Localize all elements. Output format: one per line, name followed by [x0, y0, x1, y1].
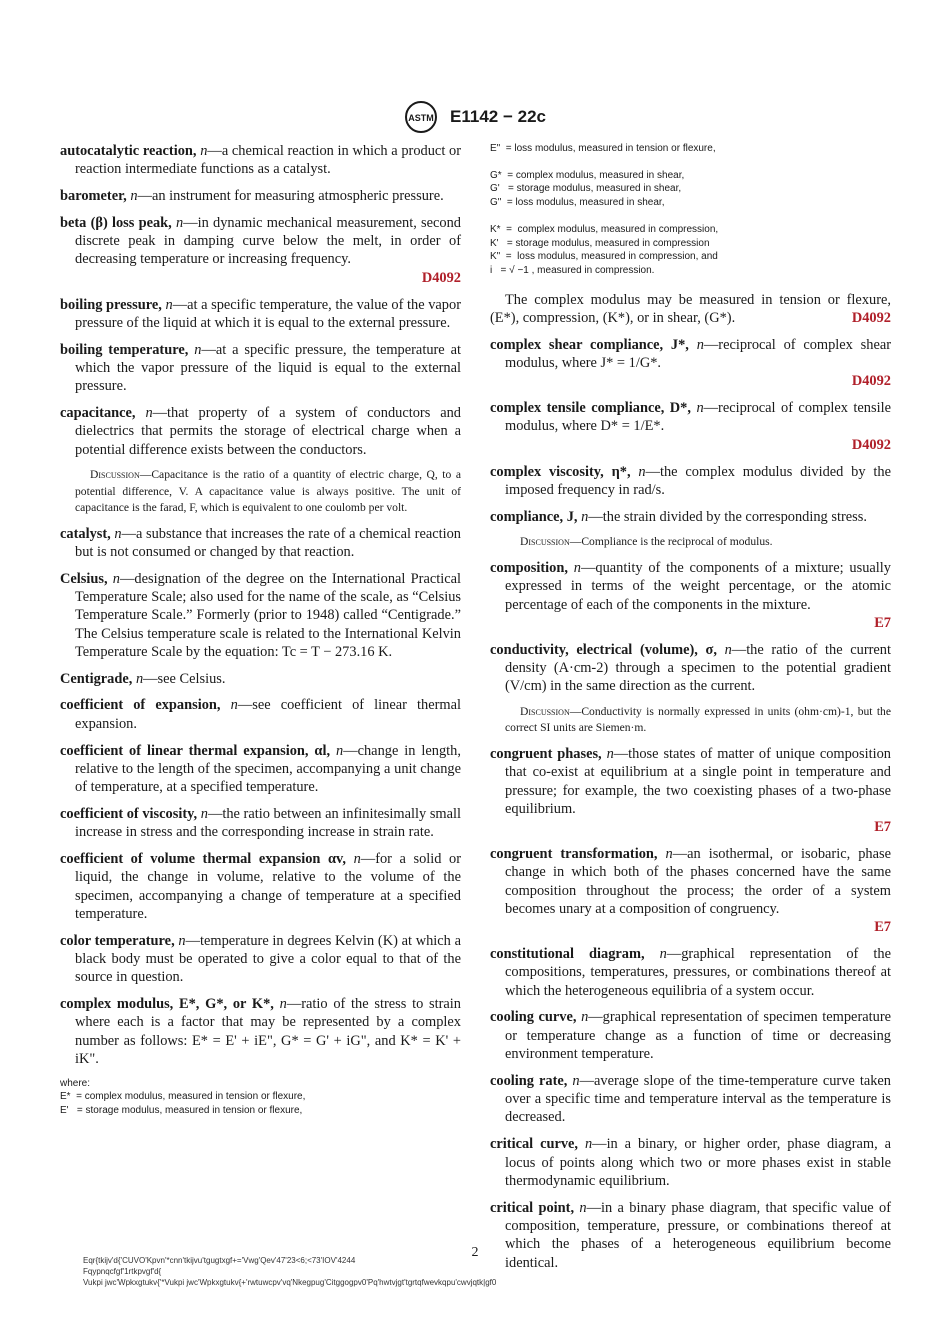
glossary-entry: [490, 845, 891, 936]
page-header: [0, 100, 950, 134]
entry-term: constitutional diagram,: [490, 946, 645, 963]
variable-definition: G" = loss modulus, measured in shear,: [490, 197, 665, 209]
entry-term: boiling pressure,: [60, 296, 162, 313]
glossary-entry: [490, 1135, 891, 1190]
entry-term: catalyst,: [60, 525, 111, 542]
entry-part-of-speech: n: [194, 341, 202, 358]
entry-part-of-speech: n: [696, 336, 704, 353]
entry-term: Celsius,: [60, 570, 108, 587]
entry-definition: —an instrument for measuring atmospheric pressure.: [137, 188, 444, 205]
entry-term: coefficient of linear thermal expansion, αl,: [60, 742, 331, 759]
entry-part-of-speech: n: [200, 143, 208, 159]
entry-definition: —change in length, relative to the length of the specimen, accompanying a unit change of temperature, at a specified temperature.: [75, 742, 461, 796]
glossary-entry: [60, 742, 461, 797]
entry-part-of-speech: n: [135, 670, 144, 687]
entry-term: complex tensile compliance, D*,: [490, 400, 691, 417]
glossary-entry: [490, 399, 891, 454]
entry-definition: —in dynamic mechanical measurement, second discrete peak in damping curve below the melt, in order of decreasing temperature or increasing frequency.: [75, 214, 461, 268]
discussion-note: Discussion—Compliance is the reciprocal of modulus.: [520, 535, 773, 549]
entry-term: coefficient of viscosity,: [60, 805, 198, 822]
entry-part-of-speech: n: [696, 400, 704, 417]
entry-part-of-speech: n: [573, 560, 581, 577]
glossary-entry: [60, 805, 461, 842]
entry-reference: [505, 614, 891, 632]
reference-code: E7: [874, 919, 891, 936]
entry-definition: —the ratio between an infinitesimally small increase in stress and the corresponding increase in strain rate.: [75, 805, 461, 841]
entry-definition: —at a specific temperature, the value of the vapor pressure of the liquid at which it is equal to the external pressure.: [75, 296, 461, 331]
entry-part-of-speech: n: [606, 746, 614, 763]
entry-part-of-speech: n: [114, 525, 122, 542]
entry-term: critical point,: [490, 1199, 575, 1216]
variable-definition: G* = complex modulus, measured in shear,: [490, 169, 685, 181]
where-label: where:: [60, 1077, 91, 1089]
entry-definition: —graphical representation of specimen temperature or temperature change as a function of time or decreasing environment temperature.: [505, 1009, 891, 1063]
entry-part-of-speech: n: [579, 1199, 587, 1216]
entry-part-of-speech: n: [230, 697, 238, 714]
reference-code: D4092: [421, 269, 461, 286]
entry-part-of-speech: n: [112, 570, 120, 587]
entry-definition: —reciprocal of complex tensile modulus, where D* = 1/E*.: [505, 400, 891, 435]
glossary-entry: [60, 404, 461, 459]
glossary-entry: [490, 1008, 891, 1063]
glossary-entry: [490, 336, 891, 391]
entry-term: compliance, J,: [490, 508, 578, 525]
entry-reference: [75, 269, 461, 287]
entry-term: cooling rate,: [490, 1072, 568, 1089]
glossary-entry: [490, 463, 891, 500]
entry-term: boiling temperature,: [60, 341, 189, 358]
discussion-note: Discussion—Conductivity is normally expressed in units (ohm·cm)-1, but the correct SI units are Siemen·m.: [505, 705, 891, 735]
entry-definition: —those states of matter of unique composition that co-exist at equilibrium at a single point in temperature and pressure; for example, the two coexisting phases of a two-phase equilibrium.: [505, 746, 891, 817]
variable-definition: E* = complex modulus, measured in tension or flexure,: [60, 1091, 306, 1103]
entry-part-of-speech: n: [724, 641, 732, 658]
glossary-entry: [490, 745, 891, 836]
glossary-entry: [490, 508, 891, 526]
entry-definition: —temperature in degrees Kelvin (K) at which a black body must be operated to give a color equal to that of the source in question.: [75, 932, 461, 986]
glossary-entry: [60, 570, 461, 661]
entry-definition: —the complex modulus divided by the imposed frequency in rad/s.: [505, 463, 891, 498]
entry-reference: [505, 372, 891, 390]
glossary-entry: [60, 995, 461, 1068]
entry-part-of-speech: n: [353, 851, 361, 868]
right-column: [490, 142, 891, 1280]
entry-term: Centigrade,: [60, 670, 133, 687]
discussion-label: Discussion: [90, 468, 140, 482]
glossary-entry: [490, 559, 891, 632]
entry-term: coefficient of volume thermal expansion αv,: [60, 851, 347, 868]
entry-part-of-speech: n: [176, 214, 184, 231]
entry-definition: —average slope of the time-temperature curve taken over a specific time and temperature interval as the temperature is decreased.: [505, 1072, 891, 1126]
entry-term: complex modulus, E*, G*, or K*,: [60, 996, 274, 1013]
entry-part-of-speech: n: [638, 463, 646, 480]
discussion-text: Capacitance is the ratio of a quantity of electric charge, Q, to a potential difference, V. A capacitance value is always positive. The unit of capacitance is the farad, F, which is equivalent to one coulomb per volt.: [75, 468, 461, 514]
footer-line: Fqypnqcfgf'1rtkpvgf'd{: [83, 1266, 162, 1276]
entry-term: color temperature,: [60, 932, 175, 949]
reference-code: E7: [874, 614, 891, 631]
license-footer: [83, 1256, 496, 1288]
entry-definition: —see coefficient of linear thermal expansion.: [75, 697, 461, 732]
discussion-text: Compliance is the reciprocal of modulus.: [581, 535, 773, 549]
paragraph-text: The complex modulus may be measured in tension or flexure, (E*), compression, (K*), or in shear, (G*).: [490, 291, 891, 326]
explanatory-paragraph: [490, 291, 891, 328]
entry-part-of-speech: n: [165, 296, 173, 313]
where-block: [60, 1077, 461, 1118]
entry-term: barometer,: [60, 188, 127, 205]
glossary-entry: [490, 641, 891, 696]
entry-part-of-speech: n: [581, 1009, 589, 1026]
reference-code: D4092: [851, 373, 891, 390]
entry-definition: —designation of the degree on the International Practical Temperature Scale; also used for the name of the scale, as “Celsius Temperature Scale.” Formerly (prior to 1948) called “Centigrade.” The Celsius temperature scale is related to the International Kelvin Temperature Scale by the equation: Tc = T − 273.16 K.: [75, 570, 461, 660]
discussion-label: Discussion: [520, 705, 570, 719]
entry-definition: —that property of a system of conductors and dielectrics that permits the storage of electrical charge when a potential difference exists between the conductors.: [75, 405, 461, 458]
entry-definition: —the strain divided by the corresponding stress.: [588, 508, 867, 525]
glossary-entry: [60, 341, 461, 396]
reference-code: D4092: [851, 436, 891, 453]
entry-term: cooling curve,: [490, 1009, 577, 1026]
entry-term: autocatalytic reaction,: [60, 143, 197, 159]
page-number: 2: [471, 1245, 479, 1260]
glossary-entry: [490, 1072, 891, 1127]
glossary-entry: [60, 296, 461, 333]
discussion-text: Conductivity is normally expressed in units (ohm·cm)-1, but the correct SI units are Siemen·m.: [505, 705, 891, 735]
glossary-entry: [490, 945, 891, 1000]
entry-definition: —in a binary phase diagram, that specific value of composition, temperature, pressure, or combinations thereof at which the phases of a heterogeneous equilibrium become identical.: [505, 1199, 891, 1271]
entry-reference: [505, 436, 891, 454]
entry-part-of-speech: n: [584, 1136, 593, 1153]
entry-reference: [505, 918, 891, 936]
glossary-entry: [60, 850, 461, 923]
entry-term: complex viscosity, η*,: [490, 463, 631, 480]
glossary-entry: [60, 187, 461, 205]
entry-term: congruent transformation,: [490, 846, 658, 863]
variable-definition: G' = storage modulus, measured in shear,: [490, 183, 682, 195]
entry-definition: —see Celsius.: [143, 670, 226, 687]
glossary-entry: [60, 670, 461, 688]
entry-part-of-speech: n: [336, 742, 344, 759]
astm-logo-icon: [404, 100, 438, 134]
variable-definition: E" = loss modulus, measured in tension or flexure,: [490, 143, 716, 154]
variable-group: [490, 223, 891, 278]
entry-definition: —an isothermal, or isobaric, phase change in which both of the phases concerned have the same composition throughout the process; the order of a system becomes unary at a composition of congruency.: [505, 846, 891, 917]
standard-code: E1142 − 22c: [450, 107, 546, 126]
entry-part-of-speech: n: [130, 188, 138, 205]
entry-definition: —reciprocal of complex shear modulus, where J* = 1/G*.: [505, 336, 892, 372]
entry-term: congruent phases,: [490, 746, 602, 763]
entry-definition: —at a specific pressure, the temperature at which the vapor pressure of the liquid is equal to the external pressure.: [75, 341, 461, 395]
entry-definition: —graphical representation of the compositions, temperatures, pressures, or combinations thereof at which the heterogeneous equilibria of a system occur.: [505, 946, 891, 999]
entry-term: capacitance,: [60, 405, 136, 422]
variable-definition: K" = loss modulus, measured in compression, and: [490, 251, 718, 263]
variable-group: [490, 142, 891, 156]
entry-part-of-speech: n: [665, 846, 673, 863]
footer-line: Eqr{tkijv'd{'CUVO'Kpvn'*cnn'tkijvu'tgugtxgf+='Vwg'Qev'47'23<6;<73'IOV'4244: [83, 1256, 356, 1265]
variable-group: [490, 169, 891, 210]
footer-line: Vukpi jwc'Wpkxgtukv{'*Vukpi jwc'Wpkxgtukv{+'rwtuwcpv'vq'Nkegpug'Citggogpv0'Pq'hwtvjgt'tgrtqfwevkqpu'cwvjqtk|gf0: [83, 1277, 497, 1287]
entry-term: composition,: [490, 560, 568, 577]
entry-part-of-speech: n: [200, 805, 208, 822]
left-column: [60, 142, 461, 1118]
entry-definition: —ratio of the stress to strain where each is a factor that may be represented by a complex number as follows: E* = E' + iE", G* = G' + iG", and K* = K' + iK".: [75, 996, 461, 1067]
reference-code: D4092: [851, 309, 891, 326]
discussion-note: Discussion—Capacitance is the ratio of a quantity of electric charge, Q, to a potential difference, V. A capacitance value is always positive. The unit of capacitance is the farad, F, which is equivalent to one coulomb per volt.: [75, 468, 461, 514]
discussion-label: Discussion: [520, 535, 570, 549]
glossary-entry: [60, 214, 461, 287]
entry-term: conductivity, electrical (volume), σ,: [490, 641, 717, 658]
entry-definition: —a substance that increases the rate of a chemical reaction but is not consumed or changed by that reaction.: [75, 525, 461, 560]
entry-part-of-speech: n: [178, 932, 186, 949]
glossary-entry: [60, 525, 461, 562]
entry-definition: —for a solid or liquid, the change in volume, relative to the volume of the specimen, accompanying a change of temperature at a specified temperature.: [75, 851, 461, 922]
entry-part-of-speech: n: [572, 1072, 580, 1089]
entry-term: critical curve,: [490, 1136, 579, 1153]
svg-text:ASTM: ASTM: [408, 113, 434, 123]
glossary-entry: [60, 932, 461, 987]
reference-code: E7: [874, 819, 891, 836]
entry-definition: —in a binary, or higher order, phase diagram, a locus of points along which two or more phases exist in stable thermodynamic equilibrium.: [505, 1136, 891, 1189]
variable-definition: i = √ −1 , measured in compression.: [490, 264, 655, 276]
glossary-entry: [60, 696, 461, 733]
entry-term: complex shear compliance, J*,: [490, 336, 689, 353]
entry-definition: —a chemical reaction in which a product or reaction intermediate functions as a catalyst.: [75, 143, 461, 178]
entry-part-of-speech: n: [145, 405, 153, 422]
entry-definition: —quantity of the components of a mixture; usually expressed in terms of the weight percentage, or the atomic percentage of each of the components in the mixture.: [505, 560, 891, 613]
variable-definition: E' = storage modulus, measured in tension or flexure,: [60, 1105, 303, 1117]
variable-definition: K' = storage modulus, measured in compression: [490, 237, 710, 249]
entry-part-of-speech: n: [581, 508, 589, 525]
entry-term: coefficient of expansion,: [60, 697, 221, 714]
entry-term: beta (β) loss peak,: [60, 214, 172, 231]
glossary-entry: [60, 142, 461, 179]
entry-definition: —the ratio of the current density (A·cm-2) through a specimen to the potential gradient (V/cm) in the same direction as the current.: [505, 641, 891, 695]
entry-part-of-speech: n: [279, 996, 287, 1013]
entry-part-of-speech: n: [659, 946, 667, 963]
variable-definition: K* = complex modulus, measured in compression,: [490, 223, 719, 235]
entry-reference: [505, 818, 891, 836]
